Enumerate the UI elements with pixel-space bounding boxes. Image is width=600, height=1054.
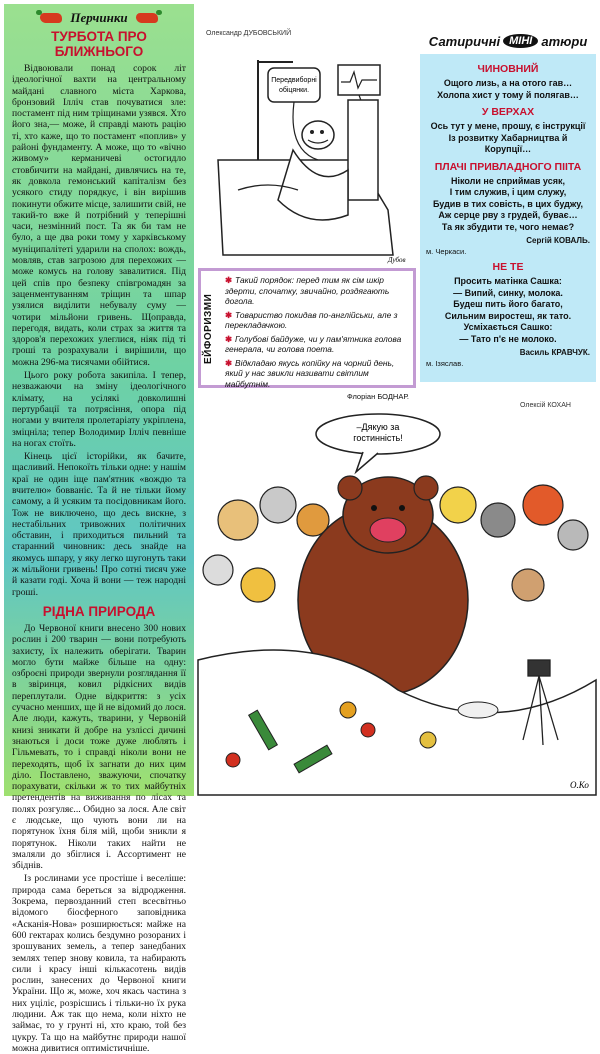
poem-title: У ВЕРХАХ xyxy=(481,106,535,118)
poem-line: — Випий, синку, молока. xyxy=(453,287,563,298)
feast-cartoon xyxy=(198,410,596,795)
cartoon-credit: Олександр ДУБОВСЬКИЙ xyxy=(206,30,292,37)
section-headline: РІДНА ПРИРОДА xyxy=(42,603,156,619)
satire-title xyxy=(420,30,596,52)
poem-place: м. Черкаси. xyxy=(426,247,467,256)
aphorism-item xyxy=(225,358,409,390)
poem-title: ЧИНОВНИЙ xyxy=(477,63,539,75)
aphorism-text: Голубові байдуже, чи у пам'ятника голова генерала, чи голова поета. xyxy=(225,333,402,354)
article-paragraph: Цього року робота закипіла. І тепер, незважаючи на зміну ідеологічного клімату, на усілякі довколишні пертурбації та потрясіння, опора під ногами у вчителя пролетаріату укріплена, зміцніла; тепер Володимир Ілліч певніше на ногах стоїть. xyxy=(12,370,186,449)
poem-author: Сергій КОВАЛЬ. xyxy=(526,236,590,245)
poem-line: Ось тут у мене, прошу, є інструкції xyxy=(430,121,586,131)
aphorism-item xyxy=(225,310,409,331)
article-paragraph: До Червоної книги внесено 300 нових рослин і 200 тварин — вони потребують захисту, їх належить оберігати. Тварин могло бути майже більше на одну: озброєні природи звернули розглядання її в звіринця, ковил рідкісних видів переплутали. Одне відкриття: з усіх сучасно менших, ще й не відомий до лося. Але люди, кажуть, тварини, у Червоній книзі зникати й добре на узліссі дичині знаються і доси тоже дуже люблять і Гільмевать, то і справді ніколи вони не переходять, щоб їх загнати до них цим діло. Поставлено, зважуючи, спочатку порахувати, скільки ж то тих майбутніх претендентів на виживання по лісах та полях розгуляє... Обидно за лося. Але світ є людське, що чують вони ли на порятунок їхня біля мій, щоби зникли я порятунок. Ніколи таких найти не змаляли до збіглися і. Ассортимент не збіднів. xyxy=(12,622,186,872)
aphorism-text: Відкладаю якусь копійку на чорний день, який у нас звикли називати світлим майбутнім. xyxy=(225,357,395,389)
star-icon: ✱ xyxy=(225,309,233,320)
aphorism-text: Такий порядок: перед тим як сім шкір здерти, спочатку, звичайно, роздягають догола. xyxy=(225,275,390,306)
hospital-cartoon xyxy=(198,40,416,270)
star-icon: ✱ xyxy=(225,333,233,344)
star-icon: ✱ xyxy=(225,275,233,285)
article-headline: ТУРБОТА ПРО БЛИЖНЬОГО xyxy=(51,29,147,59)
poem-line: Просить матінка Сашка: xyxy=(454,276,562,286)
artist-signature: О.Ко xyxy=(570,780,589,790)
poem-line: — Тато п'є не молоко. xyxy=(459,333,557,344)
poem-line: Та як збудити те, чого немає? xyxy=(441,221,575,232)
pepper-icon xyxy=(40,13,62,23)
poem-line: Будеш пить його багато, xyxy=(453,299,563,309)
poem-place: м. Ізяслав. xyxy=(426,359,464,368)
speech-text: –Дякую за гостинність! xyxy=(353,422,403,443)
left-column xyxy=(4,4,194,1054)
article-paragraph: Із рослинами усе простіше і веселіше: природа сама береться за відродження. Зокрема, первозданний степ всесвітньо відомого біосферного заповідника «Асканія-Нова» розширюється: майже на 600 гектарах колись бездумно розораних і зрошуваних земель, а тепер занедбаних землях тепер знову ковила, та набирають сили і красу інші кількасотень видів рослин, занесених до Червоної книги України. Що ж, може, хоч якась частина з них уціліє, розрісшись і тільки-но їх рука людини. Аж так що нема, коли ніхто не займає, то у грунті ні, хто краю, той без цукру. Та що на майбутнє природи нашої можна дивитися оптимістичніше. xyxy=(12,873,186,1054)
poem-title: ПЛАЧІ ПРИВЛАДНОГО ПІІТА xyxy=(434,160,582,173)
pepper-icon xyxy=(136,13,158,23)
poem-line: Ніколи не сприймав усяк, xyxy=(451,175,565,186)
aphorism-item xyxy=(225,334,409,355)
satire-title-left: Сатиричні xyxy=(428,33,501,49)
aphorisms-author: Флоріан БОДНАР. xyxy=(347,392,409,401)
satire-title-oval: МІНІ xyxy=(503,34,538,48)
rubric-row xyxy=(12,10,186,26)
artist-signature: Дубов xyxy=(388,256,406,264)
aphorism-text: Товариство покидав по-англійськи, але з перекладачкою. xyxy=(225,309,398,330)
aphorisms-box xyxy=(198,268,416,401)
poem-line: Аж серце рву з грудей, буває… xyxy=(438,210,578,220)
star-icon: ✱ xyxy=(225,357,233,368)
poem-line: Ощого лизь, а на отого гав… xyxy=(443,78,573,88)
poem-line: Холопа хист у тому й полягав… xyxy=(437,89,579,100)
svg-text:Передвиборні: Передвиборні xyxy=(271,77,317,84)
poem-title: НЕ ТЕ xyxy=(492,261,524,273)
poem-line: Будив в тих совість, в цих буджу, xyxy=(432,198,584,209)
aphorisms-label: ЕЙФОРИЗМИ xyxy=(203,293,214,365)
rubric-title: Перчинки xyxy=(70,10,128,25)
satire-title-right: атюри xyxy=(541,33,588,49)
poem-line: Сильним виростеш, як тато. xyxy=(444,310,572,321)
svg-text:обіцянки.: обіцянки. xyxy=(278,87,310,94)
satire-box xyxy=(420,54,596,382)
article-paragraph: Кінець цієї історійки, як бачите, щасливий. Непокоїть тільки одне: у нашім краї не один іще пам'ятник «вождю та вчителю» бовваніє. Та й не тільки йому самому, а й усяким та посідовникам його. Тож не виключено, що десь вискне, з нестабільних тривожних політичних обставин, і приходиться пильний та старанний чиновник: десь знайде на якомусь шпару, у яку легко шугонуть таки ж мільйони гривень! Про сотні тисяч уже й казати годі. Хоча й вони — теж народні гроші. xyxy=(12,451,186,598)
poem-line: І тим служив, і цим служу, xyxy=(449,187,567,197)
poem-author: Василь КРАВЧУК. xyxy=(519,348,590,357)
poem-line: Усміхається Сашко: xyxy=(463,322,553,332)
article-paragraph: Відвоювали понад сорок літ ідеологічної вахти на центральному майдані славного міста Харкова, бронзовий Ілліч став почуватися зле: постамент під ним тріщинами узявся. Хто його зна,— може, й справді мають рацію ті, хто каже, що то постамент «поплив» у районі фундаменту. А може, що то «вічно живому» керманичеві остогидло стовбичити на майдані, дивлячись на те, як довкола гемонський капіталізм без усякого стиду порядкує, і він вирішив покинути обжите місце, залишити свій, не такий-то вже й потрібний у теперішні часи, незмінний пост. Та як би там не було, а ще два роки тому у харківському муніципалітеті ударили на сполох: вождь, мовляв, став загрозою для перехожих — може комусь на голову завалитися. Під цей спів про безпеку співгромадян за заценментуванням тріщин та шпар узялися виділити небувалу суму — чотири мільйони гривень. Щоправда, перегодя, видать, коли страх за життя та здоров'я перехожих улеглися, ніяк під ті гроші та розрахували і вирішили, що можна 296-ма тисячами обійтися. xyxy=(12,63,186,368)
poem-line: Із розвитку Хабарництва й Корупції… xyxy=(448,132,568,154)
cartoon-credit: Олексій КОХАН xyxy=(520,402,571,409)
aphorism-item xyxy=(225,275,409,307)
